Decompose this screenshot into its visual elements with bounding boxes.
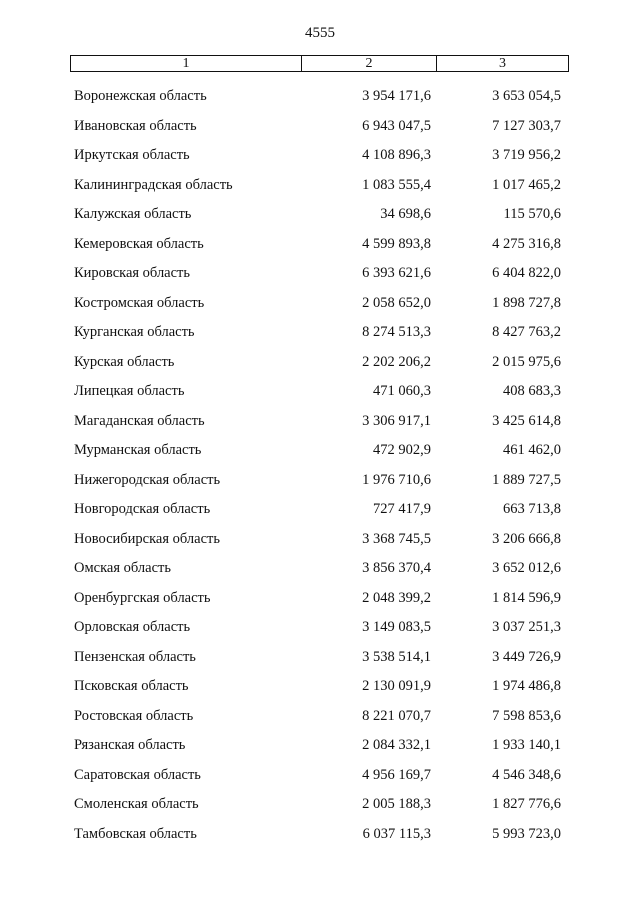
region-name: Магаданская область (74, 412, 205, 429)
region-name: Ивановская область (74, 117, 197, 134)
table-row (0, 82, 640, 112)
value-column-3: 1 814 596,9 (492, 589, 561, 606)
column-header-3: 3 (499, 56, 506, 71)
table-row (0, 495, 640, 525)
value-column-2: 6 943 047,5 (362, 117, 431, 134)
value-column-2: 8 274 513,3 (362, 324, 431, 340)
value-column-3: 1 889 727,5 (492, 471, 561, 488)
table-row (0, 318, 640, 348)
value-column-2: 3 149 083,5 (362, 619, 431, 635)
value-column-3: 663 713,8 (503, 501, 561, 517)
table-row (0, 525, 640, 555)
region-name: Саратовская область (74, 766, 201, 783)
table-row (0, 348, 640, 378)
value-column-3: 4 275 316,8 (492, 235, 561, 252)
column-header-2: 2 (302, 56, 437, 71)
table-row (0, 820, 640, 850)
value-column-3: 1 974 486,8 (492, 678, 561, 694)
value-column-3: 1 827 776,6 (492, 796, 561, 812)
value-column-3: 7 127 303,7 (492, 117, 561, 134)
value-column-3: 3 425 614,8 (492, 412, 561, 429)
region-name: Липецкая область (74, 383, 185, 399)
region-name: Курганская область (74, 324, 195, 340)
value-column-2: 6 393 621,6 (362, 265, 431, 281)
region-name: Калужская область (74, 206, 192, 222)
value-column-2: 471 060,3 (373, 383, 431, 399)
value-column-2: 2 058 652,0 (362, 294, 431, 311)
value-column-3: 6 404 822,0 (492, 265, 561, 281)
table-row (0, 112, 640, 142)
region-name: Иркутская область (74, 147, 190, 163)
region-name: Новгородская область (74, 501, 211, 517)
value-column-2: 4 956 169,7 (362, 766, 431, 783)
value-column-3: 3 037 251,3 (492, 619, 561, 635)
page-number: 4555 (305, 25, 335, 41)
value-column-3: 408 683,3 (503, 383, 561, 399)
value-column-2: 6 037 115,3 (362, 825, 431, 842)
table-row (0, 672, 640, 702)
region-name: Нижегородская область (74, 471, 221, 488)
table-row (0, 377, 640, 407)
value-column-3: 3 653 054,5 (492, 88, 561, 104)
value-column-3: 8 427 763,2 (492, 324, 561, 340)
region-name: Смоленская область (74, 796, 199, 812)
value-column-3: 4 546 348,6 (492, 766, 561, 783)
region-name: Оренбургская область (74, 589, 211, 606)
value-column-3: 3 719 956,2 (492, 147, 561, 163)
value-column-3: 3 449 726,9 (492, 648, 561, 665)
region-name: Калининградская область (74, 176, 233, 193)
value-column-3: 1 898 727,8 (492, 294, 561, 311)
value-column-2: 2 005 188,3 (362, 796, 431, 812)
value-column-3: 115 570,6 (503, 206, 561, 222)
table-row (0, 702, 640, 732)
table-row (0, 259, 640, 289)
value-column-2: 1 976 710,6 (362, 471, 431, 488)
column-header-1: 1 (71, 56, 302, 71)
region-name: Омская область (74, 560, 171, 576)
value-column-3: 1 017 465,2 (492, 176, 561, 193)
region-name: Кировская область (74, 265, 191, 281)
table-row (0, 731, 640, 761)
value-column-2: 4 599 893,8 (362, 235, 431, 252)
table-body (0, 82, 640, 849)
table-row (0, 230, 640, 260)
value-column-2: 3 856 370,4 (362, 560, 431, 576)
region-name: Мурманская область (74, 442, 202, 458)
table-row (0, 761, 640, 791)
value-column-2: 1 083 555,4 (362, 176, 431, 193)
table-row (0, 407, 640, 437)
value-column-3: 5 993 723,0 (492, 825, 561, 842)
value-column-2: 4 108 896,3 (362, 147, 431, 163)
region-name: Рязанская область (74, 737, 186, 753)
value-column-3: 3 206 666,8 (492, 530, 561, 547)
table-row (0, 466, 640, 496)
table-row (0, 790, 640, 820)
table-row (0, 584, 640, 614)
value-column-2: 34 698,6 (380, 206, 431, 222)
value-column-2: 2 202 206,2 (362, 353, 431, 370)
region-name: Воронежская область (74, 88, 207, 104)
table-row (0, 643, 640, 673)
value-column-2: 8 221 070,7 (362, 707, 431, 724)
value-column-3: 461 462,0 (503, 442, 561, 458)
value-column-2: 3 368 745,5 (362, 530, 431, 547)
table-row (0, 289, 640, 319)
region-name: Кемеровская область (74, 235, 204, 252)
region-name: Орловская область (74, 619, 191, 635)
table-row (0, 141, 640, 171)
value-column-2: 727 417,9 (373, 501, 431, 517)
table-row (0, 200, 640, 230)
region-name: Пензенская область (74, 648, 196, 665)
table-row (0, 436, 640, 466)
value-column-2: 2 130 091,9 (362, 678, 431, 694)
region-name: Курская область (74, 353, 175, 370)
value-column-2: 2 084 332,1 (362, 737, 431, 753)
column-header-row (70, 55, 569, 72)
value-column-3: 7 598 853,6 (492, 707, 561, 724)
value-column-2: 3 306 917,1 (362, 412, 431, 429)
value-column-2: 472 902,9 (373, 442, 431, 458)
value-column-3: 3 652 012,6 (492, 560, 561, 576)
region-name: Костромская область (74, 294, 205, 311)
table-row (0, 613, 640, 643)
table-row (0, 171, 640, 201)
value-column-2: 2 048 399,2 (362, 589, 431, 606)
region-name: Новосибирская область (74, 530, 220, 547)
value-column-3: 1 933 140,1 (492, 737, 561, 753)
table-row (0, 554, 640, 584)
region-name: Тамбовская область (74, 825, 197, 842)
value-column-3: 2 015 975,6 (492, 353, 561, 370)
region-name: Псковская область (74, 678, 189, 694)
region-name: Ростовская область (74, 707, 194, 724)
value-column-2: 3 954 171,6 (362, 88, 431, 104)
value-column-2: 3 538 514,1 (362, 648, 431, 665)
